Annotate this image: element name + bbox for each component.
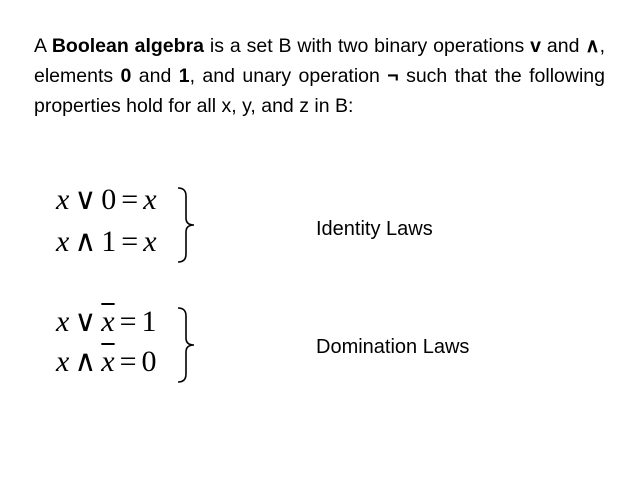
identity-right-brace [176, 186, 198, 264]
result: x [143, 225, 157, 258]
intro-text-6: , and unary operation [189, 65, 388, 87]
intro-text-7: such that the following properties hold for all x, y, and z in B: [34, 65, 605, 117]
or-symbol: v [530, 35, 541, 57]
and-operator: ∧ [74, 345, 97, 378]
definition-paragraph [34, 31, 605, 121]
zero-element: 0 [120, 65, 132, 87]
result: 0 [141, 345, 157, 378]
identity-law-and [56, 224, 157, 260]
equals-sign: = [121, 183, 139, 216]
identity-laws-label: Identity Laws [316, 218, 433, 240]
boolean-algebra-term: Boolean algebra [51, 35, 205, 57]
identity-law-or [56, 182, 157, 218]
or-operator: ∨ [74, 183, 97, 216]
and-operator: ∧ [74, 225, 97, 258]
result: 1 [141, 305, 157, 338]
complement-variable: $\overline{x}$ [101, 345, 115, 378]
variable: x [56, 345, 70, 378]
variable: x [56, 305, 70, 338]
and-symbol: ∧ [585, 35, 600, 57]
equals-sign: = [119, 345, 137, 378]
variable: x [56, 225, 70, 258]
or-operator: ∨ [74, 305, 97, 338]
not-symbol: ¬ [387, 65, 399, 87]
result: x [143, 183, 157, 216]
intro-text-2: is a set B with two binary operations [204, 35, 531, 57]
complement-variable: $\overline{x}$ [101, 305, 115, 338]
domination-laws-label: Domination Laws [316, 336, 470, 358]
equals-sign: = [119, 305, 137, 338]
constant: 1 [101, 225, 117, 258]
intro-text-3: and [541, 35, 586, 57]
constant: 0 [101, 183, 117, 216]
variable: x [56, 183, 70, 216]
intro-text-5: and [131, 65, 179, 87]
intro-text-4: , elements [34, 35, 606, 87]
domination-law-or [56, 304, 157, 340]
domination-right-brace [176, 306, 198, 384]
intro-text-1: A [34, 35, 52, 57]
domination-law-and [56, 344, 157, 380]
equals-sign: = [121, 225, 139, 258]
one-element: 1 [178, 65, 190, 87]
